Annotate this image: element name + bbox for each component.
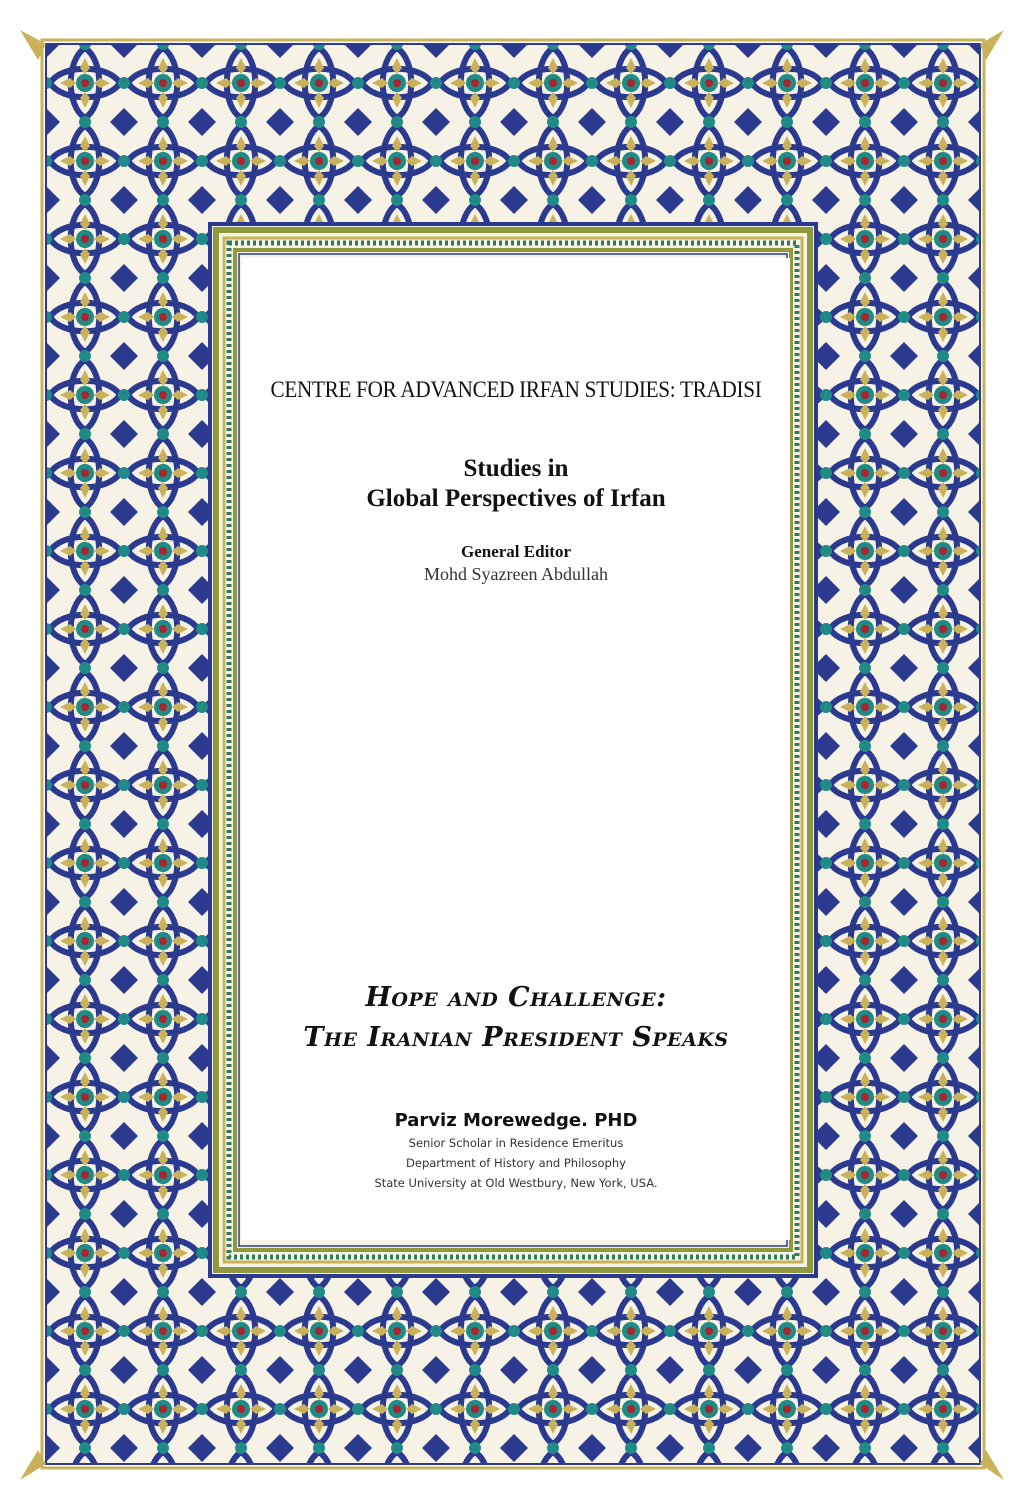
author-affiliation-2: Department of History and Philosophy	[406, 1156, 626, 1170]
collection-line-1: Studies in	[463, 455, 569, 482]
book-title-line-1: Hope and Challenge:	[365, 982, 667, 1013]
collection-title	[242, 454, 790, 514]
book-title-line-2: The Iranian President Speaks	[303, 1022, 729, 1053]
series-title-text: CENTRE FOR ADVANCED IRFAN STUDIES: TRADISI	[270, 377, 762, 402]
collection-line-2: Global Perspectives of Irfan	[366, 485, 666, 512]
general-editor-name: Mohd Syazreen Abdullah	[424, 564, 608, 584]
series-title	[264, 376, 768, 404]
author-name: Parviz Morewedge. PHD	[394, 1110, 638, 1131]
general-editor-label: General Editor	[460, 542, 571, 561]
author-affiliation-1: Senior Scholar in Residence Emeritus	[408, 1136, 624, 1150]
cover-text-panel	[242, 258, 790, 1240]
author-affiliation-3: State University at Old Westbury, New York, USA.	[374, 1176, 658, 1190]
book-title	[242, 978, 790, 1058]
